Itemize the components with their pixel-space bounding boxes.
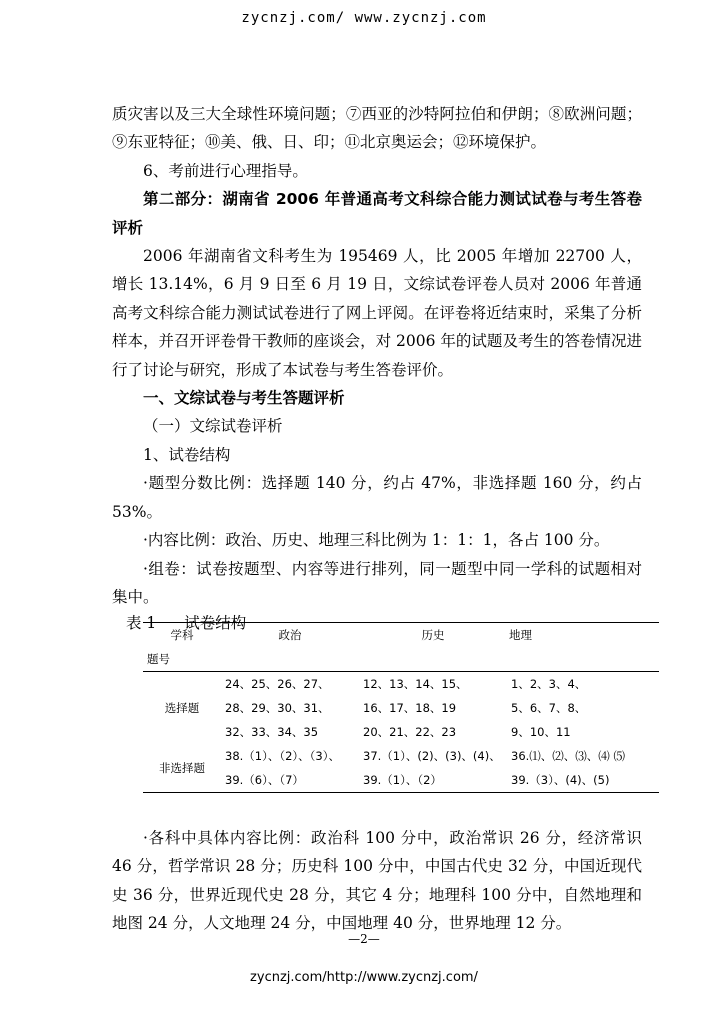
page-header: zycnzj.com/ www.zycnzj.com <box>241 10 487 26</box>
table-head-col: 地理 <box>507 623 659 648</box>
table-row <box>143 672 659 697</box>
table-cell: 24、25、26、27、 <box>225 677 330 691</box>
table-cell: 12、13、14、15、 <box>363 677 468 691</box>
table-caption-title: 试卷结构 <box>184 614 247 633</box>
table-row-label: 非选择题 <box>143 744 221 793</box>
table-head-subject: 学科 <box>143 623 221 648</box>
paragraph: ·各科中具体内容比例：政治科 100 分中，政治常识 26 分，经济常识 46 分，哲学常识 28 分；历史科 100 分中，中国古代史 32 分，中国近现代史 36 分，世界近现代史 28 分，其它 4 分；地理科 100 分中，自然地理和地图 24 分，人文地理 24 分，中国地理 40 分，世界地理 12 分。 <box>112 829 642 933</box>
table-cell: 39.（6）、（7） <box>221 768 359 793</box>
table-row <box>143 696 659 720</box>
table-cell: 20、21、22、23 <box>363 725 457 739</box>
table-cell: 28、29、30、31、 <box>225 701 330 715</box>
table-cell: 39.（1）、（2） <box>359 768 507 793</box>
table-cell: 5、6、7、8、 <box>511 701 587 715</box>
table-cell: 32、33、34、35 <box>225 725 319 739</box>
page-footer: zycnzj.com/http://www.zycnzj.com/ <box>250 970 478 985</box>
paragraph: ·内容比例：政治、历史、地理三科比例为 1：1：1，各占 100 分。 <box>143 531 610 550</box>
table-row <box>143 744 659 768</box>
table-cell: 16、17、18、19 <box>363 701 457 715</box>
exam-structure-table <box>143 622 659 793</box>
table-cell: 1、2、3、4、 <box>511 677 587 691</box>
table-caption-number: 表 1 <box>126 614 157 633</box>
table-head-qnum: 题号 <box>143 647 221 672</box>
paragraph: 6、考前进行心理指导。 <box>143 161 308 180</box>
table-header-row <box>143 647 659 672</box>
table-cell: 9、10、11 <box>511 725 571 739</box>
table-header-row <box>143 623 659 648</box>
table-head-col: 历史 <box>359 623 507 648</box>
table-cell: 36.⑴、⑵、⑶、⑷ ⑸ <box>511 749 625 763</box>
table-cell: 37.（1）、(2)、(3)、(4)、 <box>363 749 501 763</box>
document-body <box>112 100 642 635</box>
page-number: —2— <box>348 932 380 946</box>
paragraph: 2006 年湖南省文科考生为 195469 人，比 2005 年增加 22700 人，增长 13.14%，6 月 9 日至 6 月 19 日，文综试卷评卷人员对 2006 年普通高考文科综合能力测试试卷进行了网上评阅。在评卷将近结束时，采集了分析样本，并召开评卷骨干教师的座谈会，对 2006 年的试题及考生的答卷情况进行了讨论与研究，形成了本试卷与考生答卷评价。 <box>112 247 642 379</box>
subsection-heading: （一）文综试卷评析 <box>143 417 283 436</box>
table-row <box>143 768 659 793</box>
table-cell: 38.（1）、（2）、（3）、 <box>225 749 340 763</box>
table-row-label: 选择题 <box>164 701 200 715</box>
table-cell: 39.（3）、(4)、(5) <box>507 768 659 793</box>
section-heading: 第二部分：湖南省 2006 年普通高考文科综合能力测试试卷与考生答卷评析 <box>112 190 642 237</box>
table-row <box>143 720 659 744</box>
subsection-heading: 1、试卷结构 <box>143 445 231 464</box>
table-head-col: 政治 <box>221 623 359 648</box>
paragraph: 质灾害以及三大全球性环境问题；⑦西亚的沙特阿拉伯和伊朗；⑧欧洲问题；⑨东亚特征；⑩美、俄、日、印；⑪北京奥运会；⑫环境保护。 <box>112 105 642 152</box>
subsection-heading: 一、文综试卷与考生答题评析 <box>143 389 345 408</box>
paragraph: ·组卷：试卷按题型、内容等进行排列，同一题型中同一学科的试题相对集中。 <box>112 559 642 606</box>
document-body-continued <box>112 824 642 938</box>
paragraph: ·题型分数比例：选择题 140 分，约占 47%，非选择题 160 分，约占 53%。 <box>112 474 642 521</box>
